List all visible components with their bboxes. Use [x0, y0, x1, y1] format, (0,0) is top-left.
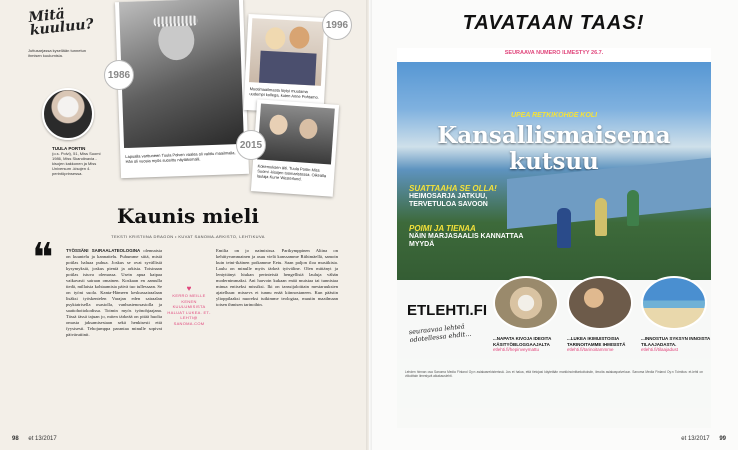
teaser-2	[409, 224, 529, 249]
spine-shadow	[366, 0, 372, 450]
link1-title: ...NAPATA KIVOJA IDEOITA KÄSITYÖBLOGGAAJALTA	[493, 336, 552, 347]
link1[interactable]	[493, 336, 563, 353]
quote-mark-icon: ❝	[32, 235, 54, 281]
portrait-name: TUULA PORTIN	[52, 146, 86, 151]
caption-1986: Lapualla varttuneen Tuula Polven vaalea oli valittu maailmalla. Hän oli vuosia myös suosittu näytöksmalli.	[125, 150, 236, 165]
etlehti-logo[interactable]: ETLEHTI.FI	[407, 302, 487, 319]
teaser-1-title: SUATTAAHA SE OLLA!	[409, 184, 497, 193]
link3[interactable]	[641, 336, 711, 353]
page-number-right	[681, 436, 726, 442]
pull-quote	[166, 284, 212, 326]
link2-title: ...LUKEA IKIMUISTOISIA TARINOITAMME IHMISISTÄ	[567, 336, 626, 347]
hiker-2	[595, 198, 607, 236]
cover-subhead: SEURAAVA NUMERO ILMESTYY 26.7.	[504, 50, 604, 56]
link2[interactable]	[567, 336, 637, 353]
link2-url: etlehti.fi/tarinoitammme	[567, 347, 614, 352]
cover-preview	[397, 48, 711, 428]
article-column-1-text: olennaista on kuuntelu ja kannattelu. Puhumme siitä, mistä potilas haluaa puhua. Joskus se ovat syvällisiä kysymyksiä, joskus pieniä ja arkisia. Toisinaan potilas istuva olemassa. Usein apua kaipaa vaikavasti sairaan omainen. Koskaan en aamulla tiedä, millaisia kohtaamisia päivä tuo tullessaan. Se on työni suola. Kanta-Hämeen keskussairaalaan lisäksi työskentelen Varajan eden sairaalan psykiatrisella osastolla, vanhustenosastolla ja saattohoitokodissa. Toimin myös työnohjaajana. Tässä iässä tajuan jo, miten tärkeää on pitää huolta omasta jaksamisestaan sekä henkisesti että fyysisesti. Tehojumppa parantaa minulle sopivat päivärutiinit.	[66, 248, 162, 337]
photo-1986	[115, 0, 249, 178]
teaser-2-title: POIMI JA TIENAA	[409, 224, 476, 233]
page-number-right-value: 99	[719, 436, 726, 442]
teaser-1-text: HEIMOSARJA JATKUU, TERVETULOA SAVOON	[409, 193, 488, 208]
photo-2015-image	[257, 104, 335, 165]
hiker-1	[557, 208, 571, 248]
link3-thumbnail	[641, 276, 707, 330]
article-lead: TYÖSSÄNI SAIRAALATEOLOGINA	[66, 248, 141, 253]
magazine-issue-right: et 13/2017	[681, 436, 710, 442]
magazine-issue: et 13/2017	[28, 436, 57, 442]
cover-kicker: UPEA RETKIKOHDE KOLI	[510, 112, 598, 119]
heart-icon: ♥	[186, 284, 192, 293]
hiker-3	[627, 190, 639, 226]
article-byline: TEKSTI KRISTIINA DRAGON • KUVAT SANOMA-ARKISTO, LEHTIKUVA	[111, 234, 265, 239]
photo-1986-image	[119, 0, 244, 148]
link1-thumbnail	[493, 276, 559, 330]
article-headline: Kaunis mieli	[117, 204, 259, 228]
photo-1996-image	[249, 18, 324, 86]
cover-title-line1: Kansallismaisema	[437, 122, 671, 149]
article-column-2: Emilia on jo naimisissa. Parikymppinen Aliina on kehittyvammainen ja asuu vielä kanssamme Riihimäellä, samoin kuin teini-ikäinen poikamme Eetu. Saan paljon iloa musiikista. Laulu on minulle myös tärkeä työväline. Olen mittänyt ja lentyttänyt hiukan perinteisiä hengellisiä lauluja vähän modernimmaksi. Ani harvoin kukaan enää muistaa tai tunnistaa minua entiseksi missiksi. Iki on tanssijaloittain mestaruuksien ajatelluun: missevs et tunnu enää kiinnostaneen. Kun päästin ylioppilaaksi nuoreksi tutkimme teologiaa, muutin maailmaan toisen ihmisen tarinoihin.	[216, 248, 338, 307]
year-2015: 2015	[236, 130, 266, 160]
page-number: 98	[12, 436, 19, 442]
link3-url: etlehti.fi/tilaajadust	[641, 347, 679, 352]
link1-url: etlehti.fi/hepinveymattu	[493, 347, 540, 352]
link2-thumbnail	[567, 276, 633, 330]
portrait-caption	[52, 146, 108, 176]
caption-1996: Muotimaailmasta löytyi muutama uudempi kollega, kuten Anne Pohtamo.	[249, 86, 320, 100]
etlehti-follow: seuraavaa lehteä odotellessa ehdit...	[408, 322, 472, 345]
page-number-left	[12, 436, 57, 442]
teaser-2-text: NÄIN MARJASAALIS KANNATTAA MYYDÄ	[409, 233, 524, 248]
year-1996: 1996	[322, 10, 352, 40]
teaser-1	[409, 184, 529, 209]
fine-print: Lehden hinnan osa Sanoma Media Finland Oy:n asiakasrekisterissä. Jos et halua, että tietojasi käytetään markkinointitarkoituksiin, ilmoita asiakaspalveluun. Sanoma Media Finland Oy:n Toimitus: et-lehti on viikoittain ilmestyvä aikakauslehti.	[405, 370, 703, 379]
caption-2015: Kokemuksen äiti. Tuula Portin Miss Suomi -kisojen tuomaristossa. Oikealla laulaja Kurre Westerlund.	[256, 163, 327, 182]
right-headline: TAVATAAN TAAS!	[462, 12, 645, 34]
portrait-bio: (o.s. Polvi), 51, Miss Suomi 1986, Miss Skandinavia -kisojen kakkonen ja Miss Universum -kisojen 4. perintöprinsessa.	[52, 151, 101, 176]
cover-title-line2: kutsuu	[509, 148, 599, 175]
portrait-avatar	[42, 88, 94, 140]
etlehti-panel	[397, 280, 711, 428]
right-page	[369, 0, 738, 450]
intro-text: Juttusarjassa kysellään tunnetun ihmisen kuulumisia.	[28, 48, 87, 58]
link3-title: ...INNOSTUA SYKSYN INNOISTA TILAAJADASTA.	[641, 336, 711, 347]
intro-heading: Mitä kuuluu?	[27, 6, 95, 39]
intro-block	[27, 6, 98, 58]
year-1986: 1986	[104, 60, 134, 90]
pull-quote-text: KERRO MEILLE KENEN KUULUMISISTA HALUAT LUKEA. ET-LEHTI@ SANOMA.COM	[167, 293, 211, 326]
article-column-1	[66, 248, 162, 418]
